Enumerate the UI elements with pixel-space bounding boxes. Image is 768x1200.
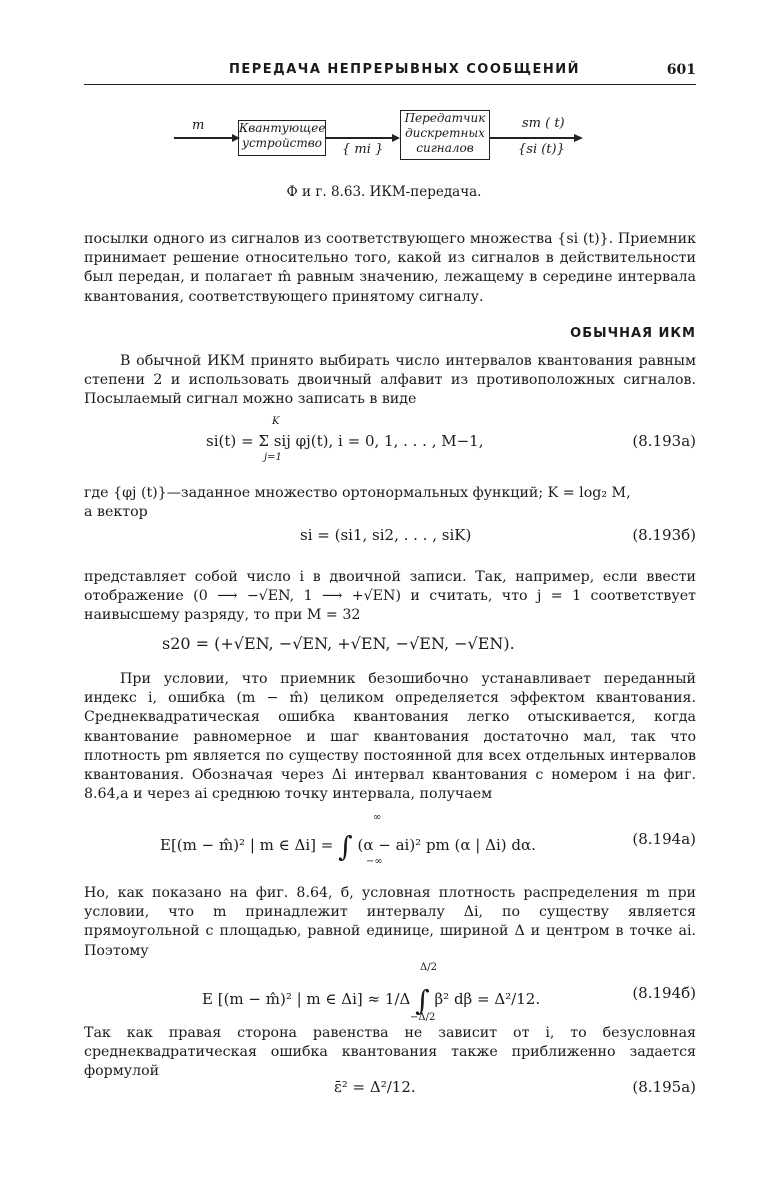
equation-194a	[160, 830, 536, 863]
equation-number-194a: (8.194а)	[632, 830, 696, 848]
equation-193a	[206, 432, 484, 450]
output-arrow-head	[574, 134, 583, 142]
integral-lower-limit-194a: −∞	[366, 856, 383, 867]
transmitter-line-1: Передатчик	[404, 111, 486, 125]
equation-number-193b: (8.193б)	[632, 526, 696, 544]
middle-arrow-head	[392, 134, 400, 142]
quantizer-block	[238, 120, 326, 156]
running-title: ПЕРЕДАЧА НЕПРЕРЫВНЫХ СООБЩЕНИЙ	[229, 62, 581, 77]
quantizer-line-1: Квантующее	[239, 121, 326, 135]
integral-upper-limit-194a: ∞	[373, 812, 382, 823]
transmitter-block	[400, 110, 490, 160]
integral-sign-194b: ∫	[415, 984, 430, 1017]
pcm-block-diagram	[170, 108, 590, 168]
equation-194b-right: β² dβ = Δ²/12.	[434, 990, 541, 1008]
paragraph-4: представляет собой число i в двоичной записи. Так, например, если ввести отображение (0 ⟶ −√EN, 1 ⟶ +√EN) и считать, что j = 1 соответствует наивысшему разряду, то при M = 32	[84, 569, 696, 624]
integral-sign: ∫	[338, 830, 353, 863]
paragraph-6: Но, как показано на фиг. 8.64, б, условная плотность распределения m при условии, что m принадлежит интервалу Δi, по существу является прямоугольной с площадью, равной единице, шириной Δ и центром в точке ai. Поэтому	[84, 885, 696, 959]
paragraph-3b: а вектор	[84, 504, 148, 520]
integral-lower-limit-194b: −Δ/2	[410, 1012, 436, 1023]
equation-number-195a: (8.195а)	[632, 1078, 696, 1096]
paragraph-2: В обычной ИКМ принято выбирать число интервалов квантования равным степени 2 и использовать двоичный алфавит из противоположных сигналов. Посылаемый сигнал можно записать в виде	[84, 353, 696, 408]
input-label-m: m	[192, 118, 205, 133]
equation-number-194b: (8.194б)	[632, 984, 696, 1002]
equation-194b-fraction: 1/Δ	[384, 990, 411, 1008]
equation-194a-right: (α − ai)² pm (α | Δi) dα.	[357, 836, 536, 854]
paragraph-7: Так как правая сторона равенства не зависит от i, то безусловная среднеквадратическая ошибка квантования также приближенно задается формулой	[84, 1025, 696, 1080]
section-title: ОБЫЧНАЯ ИКМ	[570, 326, 696, 341]
equation-s20: s20 = (+√EN, −√EN, +√EN, −√EN, −√EN).	[162, 634, 515, 653]
equation-193a-text: si(t) = Σ sij φj(t), i = 0, 1, . . . , M−1,	[206, 432, 484, 450]
output-label-bottom: {si (t)}	[518, 142, 565, 157]
equation-number-193a: (8.193а)	[632, 432, 696, 450]
output-label-top: sm ( t)	[522, 116, 565, 131]
equation-194a-left: E[(m − m̂)² | m ∈ Δi] =	[160, 836, 334, 854]
integral-upper-limit-194b: Δ/2	[420, 962, 437, 973]
page-number: 601	[666, 62, 696, 78]
equation-195a: ε̄² = Δ²/12.	[334, 1078, 416, 1096]
equation-194b	[202, 984, 540, 1017]
figure-caption: Ф и г. 8.63. ИКМ-передача.	[286, 184, 482, 200]
paragraph-5: При условии, что приемник безошибочно устанавливает переданный индекс i, ошибка (m − m̂) целиком определяется эффектом квантования. Среднеквадратическая ошибка квантования легко отыскивается, когда квантование равномерное и шаг квантования достаточно мал, так что плотность pm является по существу постоянной для всех отдельных интервалов квантования. Обозначая через Δi интервал квантования с номером i на фиг. 8.64,а и через ai среднюю точку интервала, получаем	[84, 671, 696, 803]
running-header	[84, 62, 696, 85]
quantizer-line-2: устройство	[241, 136, 322, 150]
sum-upper-limit: K	[272, 416, 280, 427]
equation-194b-left: E [(m − m̂)² | m ∈ Δi] ≈	[202, 990, 381, 1008]
sum-lower-limit: j=1	[264, 452, 282, 463]
mid-label: { mi }	[342, 142, 384, 157]
equation-193b: si = (si1, si2, . . . , siK)	[300, 526, 472, 544]
transmitter-line-3: сигналов	[416, 141, 474, 155]
paragraph-3a: где {φj (t)}—заданное множество ортонормальных функций; K = log₂ M,	[84, 485, 631, 501]
paragraph-1: посылки одного из сигналов из соответствующего множества {si (t)}. Приемник принимает решение относительно того, какой из сигналов в действительности был передан, и полагает m̂ равным значению, лежащему в середине интервала квантования, соответствующего принятому сигналу.	[84, 231, 696, 305]
transmitter-line-2: дискретных	[405, 126, 485, 140]
